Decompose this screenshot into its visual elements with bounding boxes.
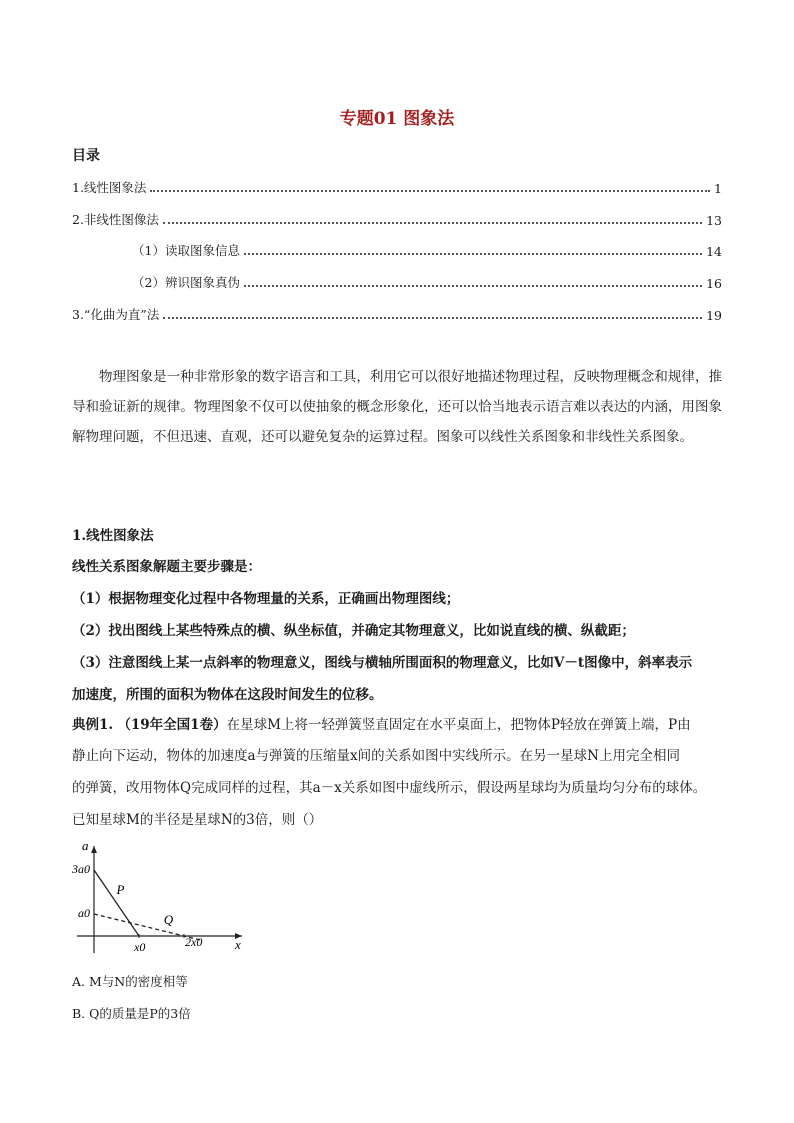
option-a[interactable]: A. M与N的密度相等 [72,974,188,989]
toc-entry-linear[interactable] [72,176,722,196]
toc-heading: 目录 [72,148,100,164]
toc-page: 16 [706,276,722,291]
toc-page: 1 [714,181,722,196]
step-1: （1）根据物理变化过程中各物理量的关系，正确画出物理图线； [72,591,460,607]
example-line-3: 的弹簧，改用物体Q完成同样的过程，其a－x关系如图中虚线所示，假设两星球均为质量均匀分布的球体。 [72,780,707,796]
series-label-p: P [116,882,125,898]
y-tick-label: 3a0 [72,862,90,876]
x-axis-label: x [235,937,241,952]
toc-label: 3.“化曲为直”法 [72,307,160,322]
toc-leader [163,221,702,224]
toc-leader [244,252,702,255]
toc-page: 13 [706,213,722,228]
series-layer [94,870,202,940]
series-label-q: Q [163,911,174,927]
option-b[interactable]: B. Q的质量是P的3倍 [72,1006,191,1021]
toc-page: 14 [706,244,722,259]
toc-label: （1）读取图象信息 [132,243,240,258]
step-3-line-1: （3）注意图线上某一点斜率的物理意义，图线与横轴所围面积的物理意义，比如V－t图像中，斜率表示 [72,655,693,671]
y-axis-label: a [82,838,89,853]
toc-entry-nonlinear[interactable] [72,208,722,228]
toc-leader [150,189,710,192]
example-line-1 [72,714,722,736]
toc-label: 1.线性图象法 [72,180,147,195]
example-text: 在星球M上将一轻弹簧竖直固定在水平桌面上，把物体P轻放在弹簧上端，P由 [226,717,691,733]
example-source: （19年全国1卷） [117,717,227,733]
toc-entry-curve-to-line[interactable] [72,303,722,323]
toc-entry-identify[interactable] [132,271,722,291]
steps-heading: 线性关系图象解题主要步骤是： [72,559,261,575]
toc-page: 19 [706,308,722,323]
y-tick-labels [72,862,90,920]
y-tick-label: a0 [78,906,90,920]
example-line-2: 静止向下运动，物体的加速度a与弹簧的压缩量x间的关系如图中实线所示。在另一星球N上用完全相同 [72,748,680,764]
series-line-p [94,870,139,936]
toc-label: 2.非线性图像法 [72,212,159,227]
toc-entry-read-info[interactable] [132,239,722,259]
toc-leader [163,316,702,319]
page-title: 专题01 图象法 [339,109,455,129]
example-label: 典例1. [72,717,114,733]
x-tick-label: 2x0 [185,935,203,949]
x-tick-label: x0 [134,940,146,954]
a-x-chart [72,838,252,958]
example-line-4: 已知星球M的半径是星球N的3倍，则（） [72,812,323,828]
step-3-line-2: 加速度，所围的面积为物体在这段时间发生的位移。 [72,687,383,703]
intro-paragraph: 物理图象是一种非常形象的数字语言和工具，利用它可以很好地描述物理过程，反映物理概念和规律，推导和验证新的规律。物理图象不仅可以使抽象的概念形象化，还可以恰当地表示语言难以表达的内涵，用图象解物理问题，不但迅速、直观，还可以避免复杂的运算过程。图象可以线性关系图象和非线性关系图象。 [72,369,722,445]
toc-label: （2）辨识图象真伪 [132,275,240,290]
y-axis-arrow [91,846,97,853]
step-2: （2）找出图线上某些特殊点的横、纵坐标值，并确定其物理意义，比如说直线的横、纵截距； [72,623,635,639]
toc-leader [244,284,702,287]
section-heading: 1.线性图象法 [72,528,154,544]
